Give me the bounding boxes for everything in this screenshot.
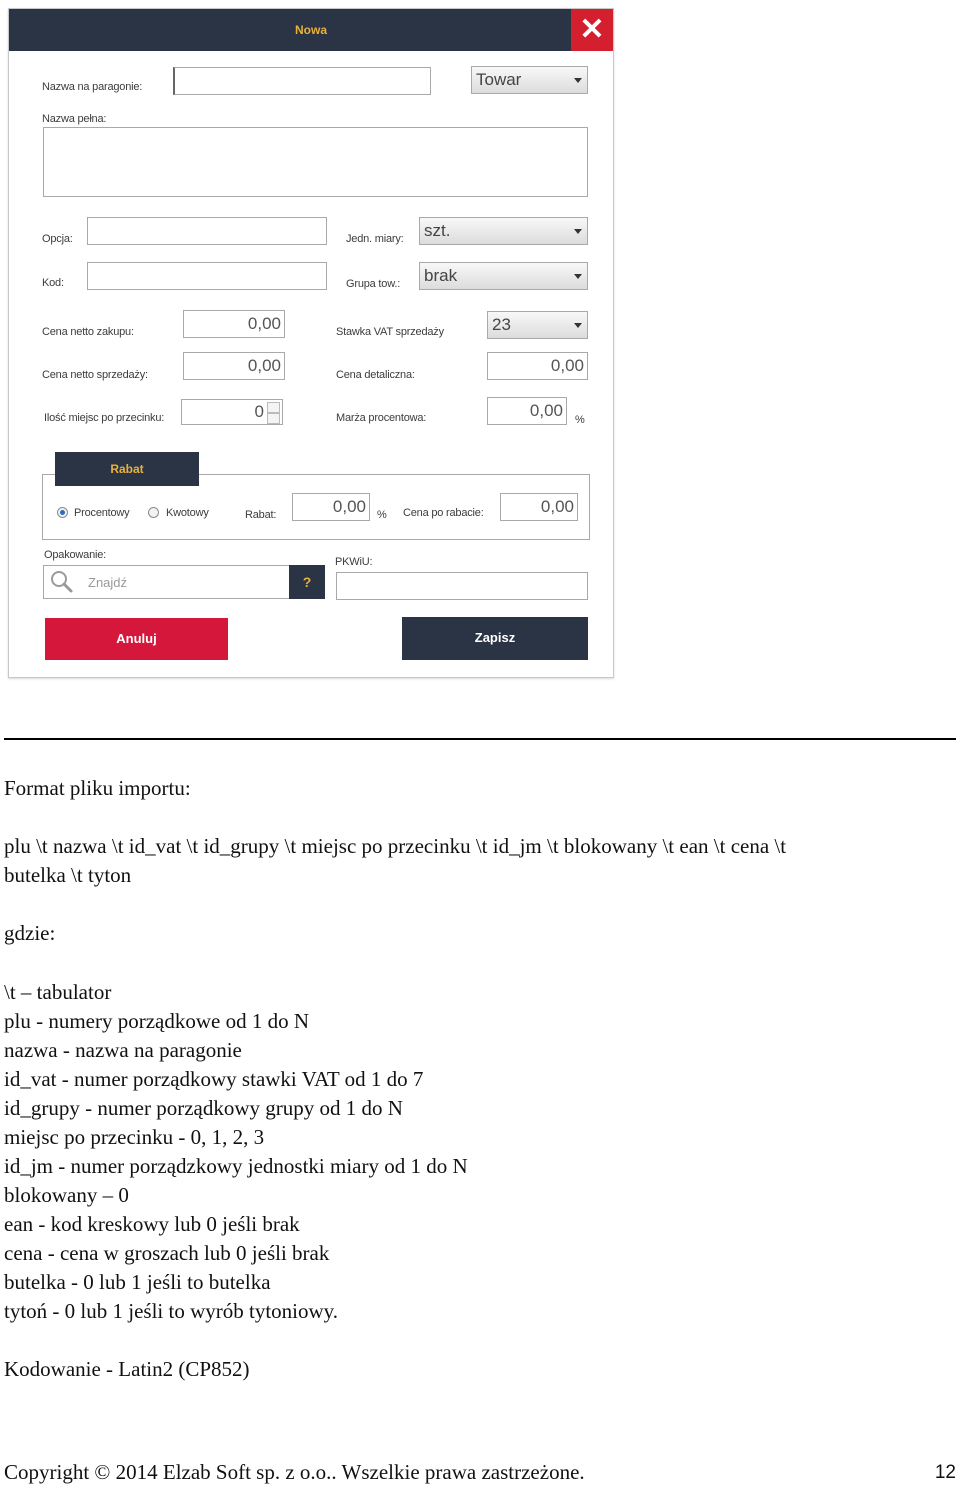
product-dialog (8, 8, 614, 678)
receipt-name-label: Nazwa na paragonie: (42, 81, 143, 93)
definition-item: cena - cena w groszach lub 0 jeśli brak (4, 1241, 330, 1265)
code-input[interactable] (87, 262, 327, 290)
chevron-down-icon (574, 78, 582, 83)
code-label: Kod: (42, 277, 64, 289)
group-label: Grupa tow.: (346, 278, 401, 290)
definition-item: butelka - 0 lub 1 jeśli to butelka (4, 1270, 271, 1294)
dialog-title: Nowa (294, 23, 327, 37)
doc-heading: Format pliku importu: (4, 776, 191, 800)
net-sale-price-input[interactable]: 0,00 (183, 352, 285, 380)
definition-item: id_vat - numer porządkowy stawki VAT od 1 do 7 (4, 1067, 424, 1091)
group-value: brak (424, 266, 458, 285)
margin-input[interactable]: 0,00 (487, 397, 567, 425)
pkwiu-input[interactable] (336, 572, 588, 600)
receipt-name-input[interactable] (173, 67, 431, 95)
help-button[interactable]: ? (289, 565, 325, 599)
pkwiu-label: PKWiU: (335, 556, 373, 568)
packaging-search[interactable] (43, 565, 325, 599)
chevron-down-icon (574, 229, 582, 234)
option-label: Opcja: (42, 233, 73, 245)
purchase-price-label: Cena netto zakupu: (42, 326, 134, 338)
where-label: gdzie: (4, 921, 56, 945)
margin-unit: % (575, 414, 585, 426)
full-name-label: Nazwa pełna: (42, 113, 107, 125)
packaging-search-placeholder: Znajdź (88, 575, 128, 590)
full-name-textarea[interactable] (43, 127, 588, 197)
retail-price-input[interactable]: 0,00 (487, 352, 588, 380)
close-button[interactable] (571, 9, 613, 51)
definition-item: blokowany – 0 (4, 1183, 129, 1207)
option-input[interactable] (87, 217, 327, 245)
decimal-places-stepper[interactable] (181, 399, 283, 425)
vat-rate-label: Stawka VAT sprzedaży (336, 326, 444, 338)
page-number: 12 (934, 1462, 956, 1483)
cancel-button[interactable]: Anuluj (45, 618, 228, 660)
format-line-1: plu \t nazwa \t id_vat \t id_grupy \t miejsc po przecinku \t id_jm \t blokowany \t ean \t cena \t (4, 834, 787, 858)
definition-item: id_grupy - numer porządkowy grupy od 1 do N (4, 1096, 403, 1120)
unit-label: Jedn. miary: (346, 233, 404, 245)
item-type-value: Towar (476, 70, 522, 89)
price-after-discount-input[interactable]: 0,00 (500, 493, 578, 521)
percent-radio-label: Procentowy (74, 507, 130, 519)
item-type-select[interactable] (471, 66, 588, 94)
definition-item: ean - kod kreskowy lub 0 jeśli brak (4, 1212, 300, 1236)
discount-label: Rabat: (245, 509, 277, 521)
group-select[interactable] (419, 262, 588, 290)
spinner-up-icon[interactable] (267, 402, 280, 413)
horizontal-rule (4, 738, 956, 740)
format-line-2: butelka \t tyton (4, 863, 132, 887)
unit-select[interactable] (419, 217, 588, 245)
decimal-places-value: 0 (254, 402, 264, 421)
price-after-discount-label: Cena po rabacie: (403, 507, 484, 519)
definition-item: tytoń - 0 lub 1 jeśli to wyrób tytoniowy. (4, 1299, 339, 1323)
close-icon: ✕ (579, 13, 605, 46)
copyright-footer: Copyright © 2014 Elzab Soft sp. z o.o.. Wszelkie prawa zastrzeżone. (4, 1460, 585, 1484)
chevron-down-icon (574, 323, 582, 328)
chevron-down-icon (574, 274, 582, 279)
discount-tab[interactable]: Rabat (55, 452, 199, 486)
net-sale-price-label: Cena netto sprzedaży: (42, 369, 148, 381)
dialog-titlebar (9, 9, 613, 51)
discount-unit: % (377, 509, 387, 521)
amount-radio-label: Kwotowy (166, 507, 209, 519)
vat-rate-select[interactable] (487, 311, 588, 339)
margin-label: Marża procentowa: (336, 412, 427, 424)
percent-radio[interactable] (57, 507, 68, 518)
definition-item: \t – tabulator (4, 980, 112, 1004)
save-button[interactable]: Zapisz (402, 617, 588, 660)
decimal-places-label: Ilość miejsc po przecinku: (44, 412, 165, 424)
definition-item: id_jm - numer porządzkowy jednostki miary od 1 do N (4, 1154, 468, 1178)
purchase-price-input[interactable]: 0,00 (183, 310, 285, 338)
spinner-down-icon[interactable] (267, 413, 280, 424)
unit-value: szt. (424, 221, 451, 240)
packaging-label: Opakowanie: (44, 549, 107, 561)
definition-item: plu - numery porządkowe od 1 do N (4, 1009, 310, 1033)
amount-radio[interactable] (148, 507, 159, 518)
vat-rate-value: 23 (492, 315, 511, 334)
discount-input[interactable]: 0,00 (292, 493, 370, 521)
definition-item: nazwa - nazwa na paragonie (4, 1038, 242, 1062)
definition-item: miejsc po przecinku - 0, 1, 2, 3 (4, 1125, 265, 1149)
search-icon (50, 570, 74, 594)
retail-price-label: Cena detaliczna: (336, 369, 415, 381)
encoding-note: Kodowanie - Latin2 (CP852) (4, 1357, 250, 1381)
